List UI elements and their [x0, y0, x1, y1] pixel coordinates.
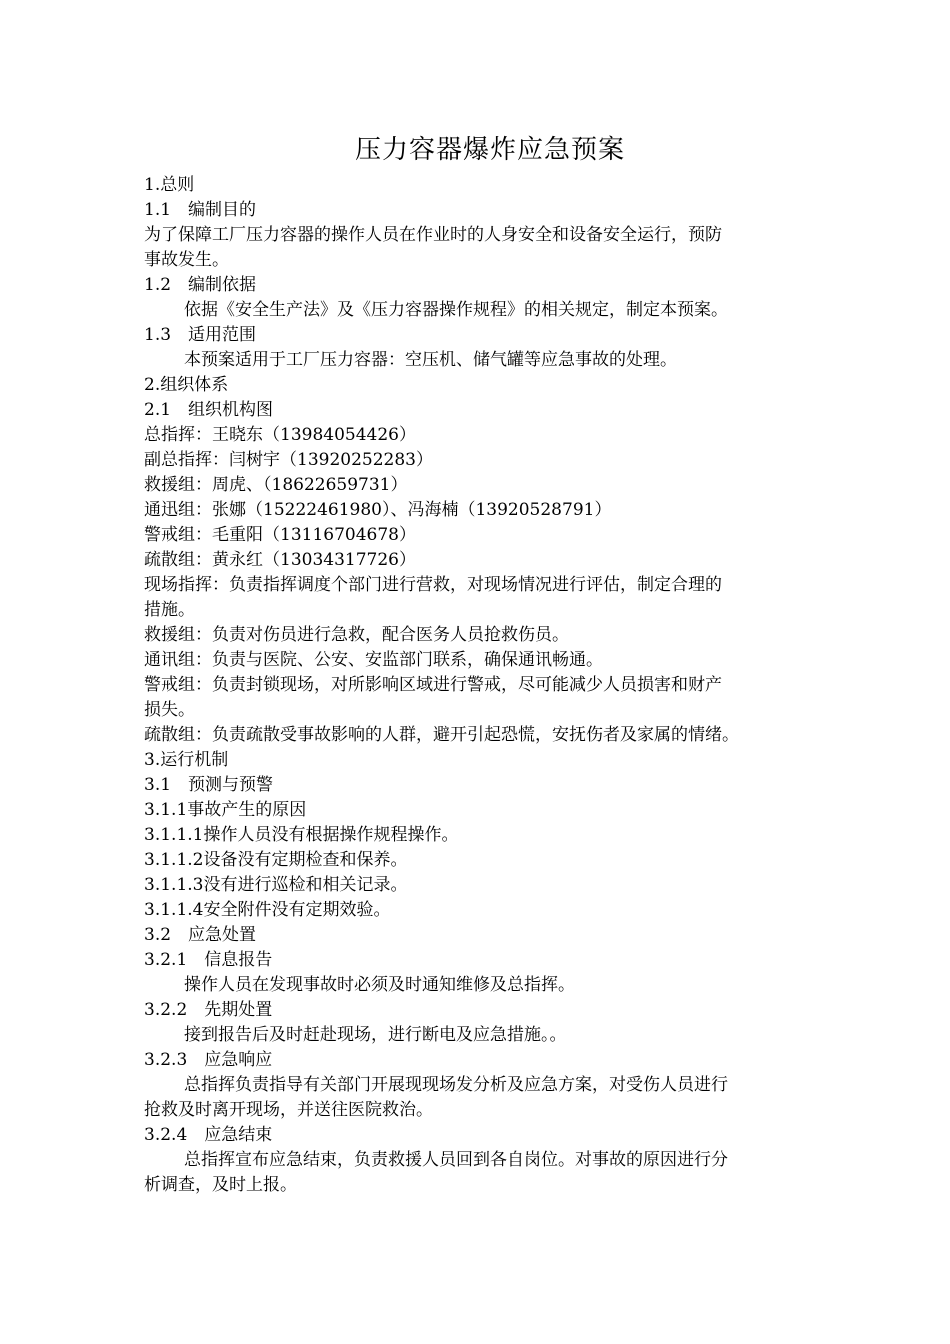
document-line: 抢救及时离开现场，并送往医院救治。 — [144, 1100, 433, 1120]
document-line: 警戒组：负责封锁现场，对所影响区域进行警戒，尽可能减少人员损害和财产 — [144, 675, 722, 695]
document-line: 3.2.3 应急响应 — [144, 1050, 273, 1070]
document-line: 通讯组：负责与医院、公安、安监部门联系，确保通讯畅通。 — [144, 650, 603, 670]
document-line: 疏散组：黄永红（13034317726） — [144, 550, 416, 570]
document-line: 操作人员在发现事故时必须及时通知维修及总指挥。 — [184, 975, 575, 995]
document-line: 接到报告后及时赶赴现场，进行断电及应急措施。。 — [184, 1025, 567, 1045]
document-line: 1.3 适用范围 — [144, 325, 257, 345]
document-line: 救援组：负责对伤员进行急救，配合医务人员抢救伤员。 — [144, 625, 569, 645]
document-line: 3.运行机制 — [144, 750, 229, 770]
document-line: 损失。 — [144, 700, 195, 720]
document-line: 依据《安全生产法》及《压力容器操作规程》的相关规定，制定本预案。 — [184, 300, 728, 320]
document-line: 1.2 编制依据 — [144, 275, 257, 295]
document-line: 3.1.1.1操作人员没有根据操作规程操作。 — [144, 825, 459, 845]
document-line: 现场指挥：负责指挥调度个部门进行营救，对现场情况进行评估，制定合理的 — [144, 575, 722, 595]
document-line: 析调查，及时上报。 — [144, 1175, 297, 1195]
document-title: 压力容器爆炸应急预案 — [354, 135, 625, 165]
document-line: 2.组织体系 — [144, 375, 229, 395]
document-line: 措施。 — [144, 600, 195, 620]
document-line: 通迅组：张娜（15222461980）、冯海楠（13920528791） — [144, 500, 612, 520]
document-line: 2.1 组织机构图 — [144, 400, 274, 420]
document-line: 总指挥负责指导有关部门开展现现场发分析及应急方案，对受伤人员进行 — [184, 1075, 728, 1095]
document-line: 警戒组：毛重阳（13116704678） — [144, 525, 416, 545]
document-line: 3.2 应急处置 — [144, 925, 257, 945]
document-line: 3.1.1.2设备没有定期检查和保养。 — [144, 850, 408, 870]
document-line: 3.1 预测与预警 — [144, 775, 274, 795]
document-line: 本预案适用于工厂压力容器：空压机、储气罐等应急事故的处理。 — [184, 350, 677, 370]
document-line: 救援组：周虎、（18622659731） — [144, 475, 408, 495]
document-line: 3.1.1.4安全附件没有定期效验。 — [144, 900, 391, 920]
document-line: 1.总则 — [144, 175, 195, 195]
document-line: 疏散组：负责疏散受事故影响的人群，避开引起恐慌，安抚伤者及家属的情绪。 — [144, 725, 739, 745]
document-line: 3.2.4 应急结束 — [144, 1125, 273, 1145]
document-line: 3.2.2 先期处置 — [144, 1000, 273, 1020]
document-line: 副总指挥：闫树宇（13920252283） — [144, 450, 433, 470]
document-body — [144, 173, 814, 1198]
document-line: 总指挥：王晓东（13984054426） — [144, 425, 416, 445]
document-line: 1.1 编制目的 — [144, 200, 257, 220]
document-line: 总指挥宣布应急结束，负责救援人员回到各自岗位。对事故的原因进行分 — [184, 1150, 728, 1170]
document-line: 事故发生。 — [144, 250, 229, 270]
document-line: 3.2.1 信息报告 — [144, 950, 273, 970]
document-line: 为了保障工厂压力容器的操作人员在作业时的人身安全和设备安全运行，预防 — [144, 225, 722, 245]
document-line: 3.1.1事故产生的原因 — [144, 800, 307, 820]
document-line: 3.1.1.3没有进行巡检和相关记录。 — [144, 875, 408, 895]
